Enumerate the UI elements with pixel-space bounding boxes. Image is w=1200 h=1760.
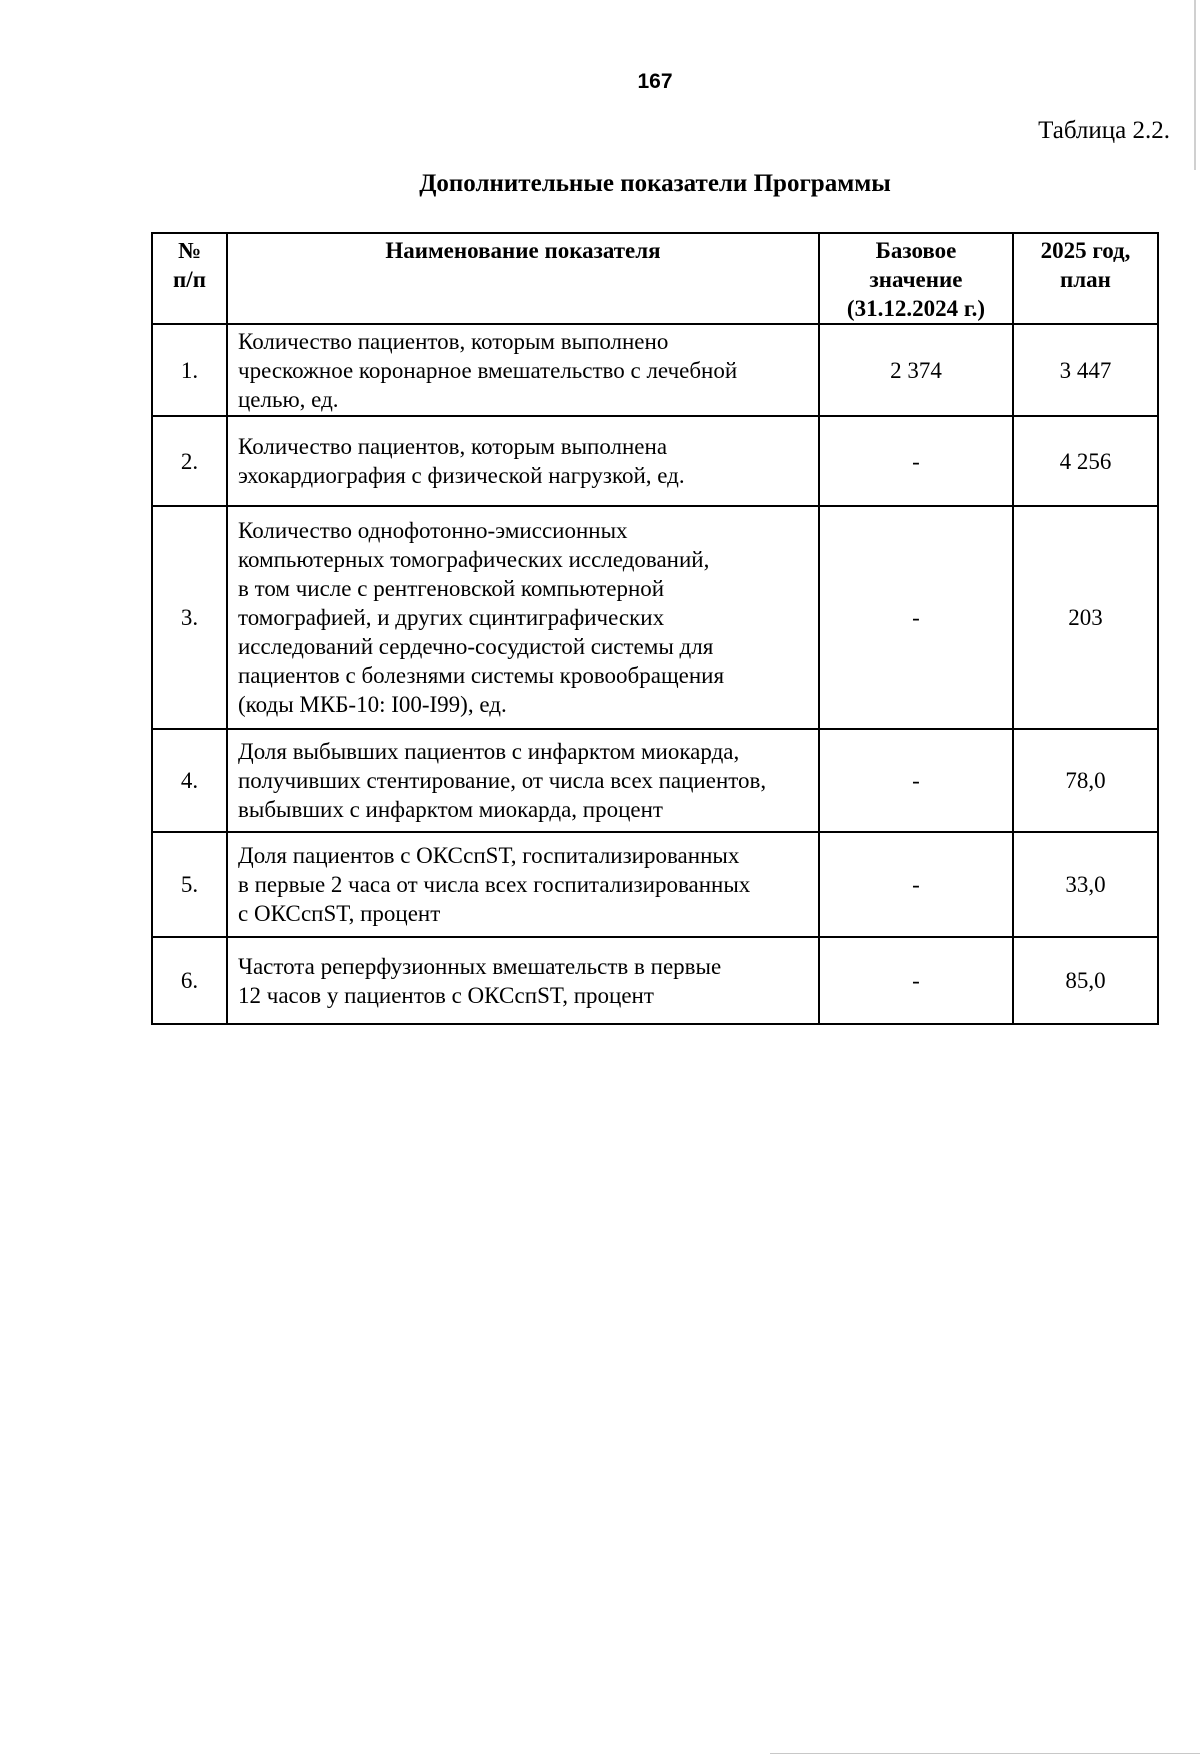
header-name: Наименование показателя — [227, 233, 819, 324]
page-number: 167 — [637, 70, 673, 93]
row-base: - — [819, 416, 1013, 506]
row-num: 3. — [152, 506, 227, 729]
table-row — [152, 506, 1158, 729]
table-row — [152, 416, 1158, 506]
table-row — [152, 832, 1158, 937]
row-plan: 85,0 — [1013, 937, 1158, 1024]
row-base: - — [819, 832, 1013, 937]
row-num: 2. — [152, 416, 227, 506]
row-plan: 4 256 — [1013, 416, 1158, 506]
row-base: - — [819, 729, 1013, 832]
table-row — [152, 729, 1158, 832]
row-name: Количество пациентов, которым выполнена эхокардиография с физической нагрузкой, ед. — [227, 416, 819, 506]
row-name: Доля пациентов с ОКСспST, госпитализированных в первые 2 часа от числа всех госпитализированных с ОКСспST, процент — [227, 832, 819, 937]
row-name: Количество пациентов, которым выполнено чрескожное коронарное вмешательство с лечебной целью, ед. — [227, 324, 819, 416]
footer-line — [770, 1753, 1200, 1754]
row-plan: 78,0 — [1013, 729, 1158, 832]
header-plan: 2025 год, план — [1013, 233, 1158, 324]
indicators-table — [151, 232, 1159, 1025]
header-base: Базовое значение (31.12.2024 г.) — [819, 233, 1013, 324]
table-row — [152, 937, 1158, 1024]
row-plan: 33,0 — [1013, 832, 1158, 937]
table-row — [152, 324, 1158, 416]
row-base: - — [819, 506, 1013, 729]
row-name: Количество однофотонно-эмиссионных компьютерных томографических исследований, в том числе с рентгеновской компьютерной томографией, и других сцинтиграфических исследований сердечно-сосудистой системы для пациентов с болезнями системы кровообращения (коды МКБ-10: I00-I99), ед. — [227, 506, 819, 729]
row-name: Частота реперфузионных вмешательств в первые 12 часов у пациентов с ОКСспST, процент — [227, 937, 819, 1024]
table-header-row — [152, 233, 1158, 324]
row-num: 1. — [152, 324, 227, 416]
row-base: - — [819, 937, 1013, 1024]
row-num: 4. — [152, 729, 227, 832]
header-num: № п/п — [152, 233, 227, 324]
table-label: Таблица 2.2. — [1038, 117, 1170, 144]
row-num: 5. — [152, 832, 227, 937]
row-base: 2 374 — [819, 324, 1013, 416]
row-plan: 203 — [1013, 506, 1158, 729]
row-num: 6. — [152, 937, 227, 1024]
table-title: Дополнительные показатели Программы — [419, 170, 891, 197]
row-name: Доля выбывших пациентов с инфарктом миокарда, получивших стентирование, от числа всех пациентов, выбывших с инфарктом миокарда, процент — [227, 729, 819, 832]
row-plan: 3 447 — [1013, 324, 1158, 416]
scan-edge — [1194, 0, 1196, 170]
